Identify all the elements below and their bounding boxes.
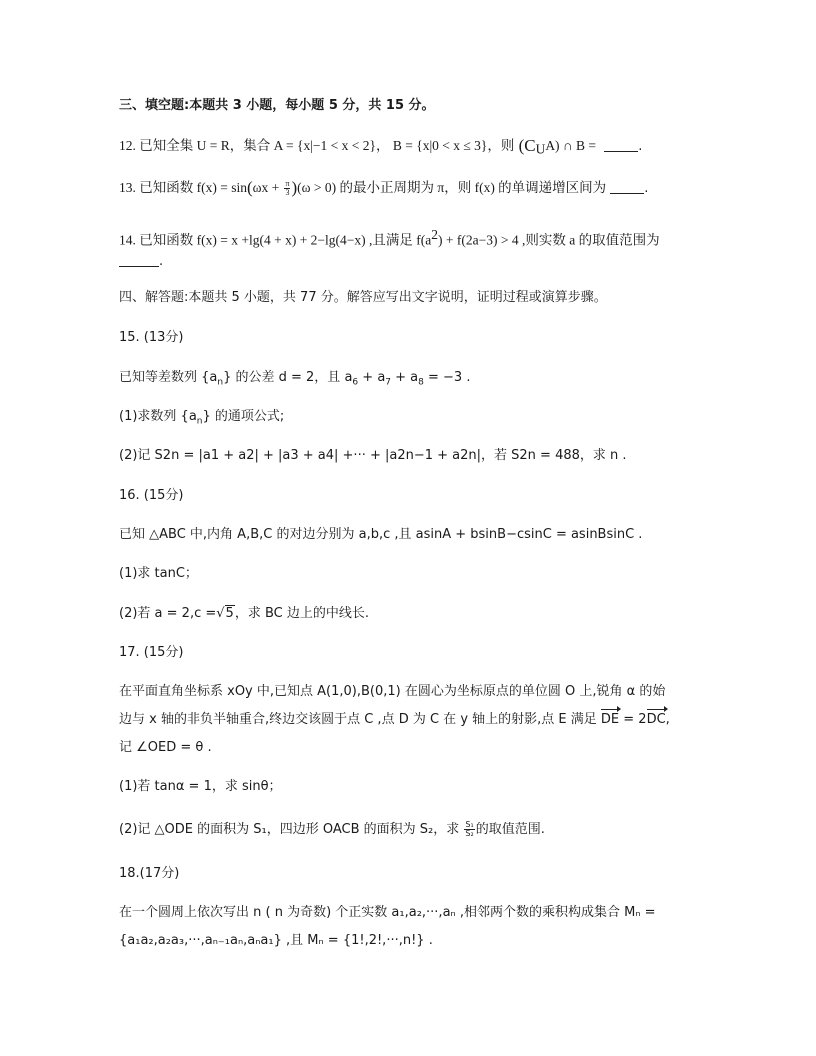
- question-14-blank-line: .: [119, 253, 736, 271]
- q18-number: 18.(17分): [119, 866, 180, 881]
- q18-stem-line-1: 在一个圆周上依次写出 n ( n 为奇数) 个正实数 a₁,a₂,···,aₙ ,相邻两个数的乘积构成集合 Mₙ =: [119, 905, 656, 920]
- q16-number: 16. (15分): [119, 488, 184, 503]
- q17-number: 17. (15分): [119, 645, 184, 660]
- section-3-heading: 三、填空题:本题共 3 小题，每小题 5 分，共 15 分。: [119, 98, 435, 113]
- square-root: √5: [216, 606, 234, 621]
- vector-DE: DE: [600, 712, 620, 727]
- pi-over-3-fraction: $\frac{\pi}{3}$: [285, 179, 290, 197]
- q15-part-2: (2)记 S2n = |a1 + a2| + |a3 + a4| +··· + |a2n−1 + a2n|，若 S2n = 488，求 n .: [119, 448, 627, 463]
- question-12: 12. 已知全集 U = R，集合 A = {x|−1 < x < 2}， B = {x|0 < x ≤ 3}，则 $(C_UA)$ ∩ B = .: [119, 136, 643, 157]
- answer-blank[interactable]: [119, 254, 159, 267]
- q16-part-2: (2)若 a = 2,c =√5，求 BC 边上的中线长.: [119, 606, 369, 621]
- question-13: 13. 已知函数 f(x) = sin(ωx + $\frac{\pi}{3}$ )(ω > 0) 的最小正周期为 π，则 f(x) 的单调递增区间为 .: [119, 178, 649, 197]
- q17-part-1: (1)若 tanα = 1，求 sinθ；: [119, 779, 282, 794]
- q17-stem-line-1: 在平面直角坐标系 xOy 中,已知点 A(1,0),B(0,1) 在圆心为坐标原点的单位圆 O 上,锐角 α 的始: [119, 684, 666, 699]
- q15-part-1: (1)求数列 $\{a_n\}$ 的通项公式;: [119, 409, 285, 427]
- answer-blank[interactable]: [604, 139, 638, 152]
- section-4-heading: 四、解答题:本题共 5 小题，共 77 分。解答应写出文字说明，证明过程或演算步骤。: [119, 290, 607, 305]
- q17-part-2: (2)记 △ODE 的面积为 S₁，四边形 OACB 的面积为 S₂，求 $\frac{\text{S₁}}{\text{S₂}}$ 的取值范围.: [119, 820, 545, 838]
- answer-blank[interactable]: [610, 181, 644, 194]
- q16-stem: 已知 △ABC 中,内角 A,B,C 的对边分别为 a,b,c ,且 asinA + bsinB−csinC = asinBsinC .: [119, 527, 643, 542]
- vector-DC: DC: [646, 712, 666, 727]
- q17-stem-line-3: 记 ∠OED = θ .: [119, 740, 212, 755]
- q17-stem-line-2: 边与 x 轴的非负半轴重合,终边交该圆于点 C ,点 D 为 C 在 y 轴上的射影,点 E 满足 DE = 2DC,: [119, 712, 670, 727]
- q15-number: 15. (13分): [119, 330, 184, 345]
- question-14: 14. 已知函数 f(x) = x +lg(4 + x) + 2−lg(4−x) ,且满足 $f(a^2) + f(2a-3) > 4$ ,则实数 a 的取值范围为: [119, 227, 660, 248]
- q18-stem-line-2: {a₁a₂,a₂a₃,···,aₙ₋₁aₙ,aₙa₁} ,且 Mₙ = {1!,2!,···,n!} .: [119, 933, 433, 948]
- q16-part-1: (1)求 tanC；: [119, 566, 198, 581]
- s1-over-s2-fraction: $\frac{\text{S₁}}{\text{S₂}}$: [465, 820, 474, 838]
- q15-stem: 已知等差数列 $\{a_n\}$ 的公差 d = 2，且 $a_6 + a_7 + a_8 = -3$ .: [119, 370, 471, 388]
